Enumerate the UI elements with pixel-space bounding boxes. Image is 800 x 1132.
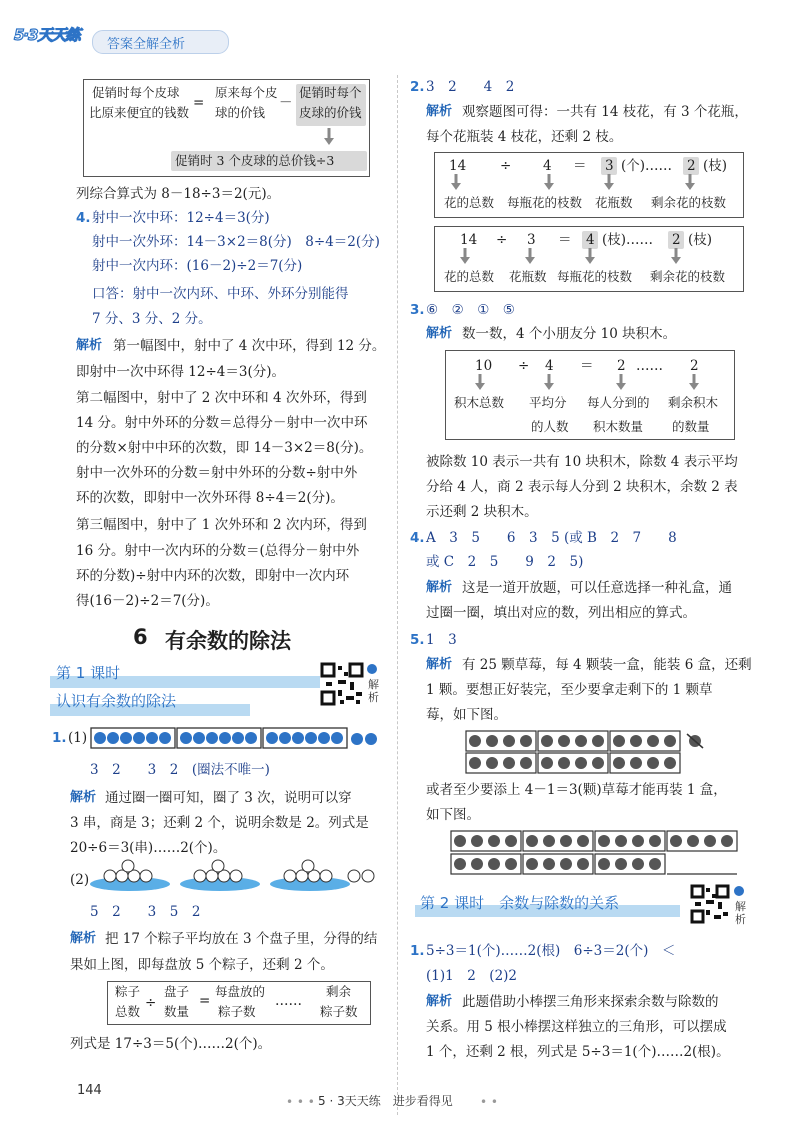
box1-a1: 促销时每个皮球 [92,85,180,100]
boxB-top: ＝ [558,232,572,248]
qr-caption: 解析 [735,900,746,926]
qr-code-icon[interactable] [320,662,364,706]
q2-a1: 观察题图可得：一共有 14 枝花，有 3 个花瓶， [462,104,748,120]
box2-c2: 粽子数 [218,1004,256,1019]
chapter-title: 有余数的除法 [165,629,291,653]
boxA-top: 2 [687,158,696,174]
boxA-top: (个)…… [621,158,673,174]
boxB-label: 每瓶花的枝数 [557,269,633,284]
box2-div: ÷ [145,995,157,1011]
q3-box-label: 每人分到的 [587,395,650,410]
ana1-line: 16 分。射中一次内环的分数＝(总得分－射中外 [76,543,360,559]
ana1-line: 第一幅图中，射中了 4 次中环，得到 12 分。 [113,338,386,354]
q5-a3: 莓，如下图。 [426,707,507,723]
boxB-label: 剩余花的枝数 [650,269,726,284]
left-line-1: 列综合算式为 8－18÷3＝2(元)。 [76,186,281,202]
box1-a2: 比原来便宜的钱数 [89,105,190,120]
boxB-label: 花瓶数 [509,269,547,284]
box2-b1: 盘子 [164,984,190,999]
box1-minus: － [279,95,293,111]
analysis-tag: 解析 [426,994,453,1009]
p2-number: 1. [410,943,425,959]
p2-a2: 关系。用 5 根小棒摆这样独立的三角形，可以摆成 [426,1019,727,1035]
ana1-line: 14 分。射中外环的分数＝总得分－射中一次中环 [76,415,368,431]
boxB-top: 2 [672,232,681,248]
box2-b2: 数量 [164,1004,190,1019]
q4r-a1: 这是一道开放题，可以任意选择一种礼盒，通 [462,580,732,596]
q4-number: 4. [76,210,91,226]
p1-sub: (1) [68,730,88,746]
q3-box-top: ÷ [518,358,530,374]
q3-box-label: 的人数 [531,419,569,434]
plates-figure [88,858,388,894]
q3-box-label: 的数量 [672,419,710,434]
q2-number: 2. [410,79,425,95]
box1-d: 促销时 3 个皮球的总价钱÷3 [175,153,335,168]
ana1-line: 得(16－2)÷2＝7(分)。 [76,593,219,609]
q4-line-4: 口答：射中一次内环、中环、外环分别能得 [92,286,349,302]
q3-box-top: 4 [545,358,554,374]
qr-code-icon[interactable] [690,884,730,924]
p2-line-1: 5÷3＝1(个)……2(根) 6÷3＝2(个) ＜ [426,943,676,959]
ana1-line: 环的次数，即射中一次外环得 8÷4＝2(分)。 [76,490,344,506]
box2-a1: 粽子 [115,984,141,999]
q2-answer: 3 2 4 2 [426,79,515,95]
box2-dots: …… [275,993,302,1009]
analysis-tag: 解析 [426,580,453,595]
analysis-tag: 解析 [426,326,453,341]
q3-box-label: 积木总数 [454,395,505,410]
box2-a2: 总数 [115,1004,141,1019]
p1-number: 1. [52,730,67,746]
q4r-number: 4. [410,530,425,546]
q2-a2: 每个花瓶装 4 枝花，还剩 2 枝。 [426,129,623,145]
boxA-label: 花瓶数 [595,195,633,210]
p1-a2: 3 串，商是 3；还剩 2 个，说明余数是 2。列式是 [70,815,369,831]
strawberry-boxes-figure-2 [450,830,740,878]
boxA-top: 4 [543,158,552,174]
boxB-top: ÷ [496,232,508,248]
strawberry-boxes-figure-1 [465,730,715,776]
p1-row2: 5 2 3 5 2 [90,904,201,920]
q3-box-top: 10 [475,358,493,374]
ana1-line: 射中一次外环的分数＝射中外环的分数÷射中外 [76,465,358,481]
lesson2-title: 第 2 课时 余数与除数的关系 [420,894,620,912]
q5-number: 5. [410,632,425,648]
boxB-top: (枝)…… [602,232,654,248]
boxB-top: 4 [586,232,595,248]
q5-a2: 1 颗。要想正好装完，至少要拿走剩下的 1 颗草 [426,682,713,698]
box1-b2: 球的价钱 [215,105,266,120]
footer-dots-left: • • • [286,1095,315,1109]
boxA-label: 剩余花的枝数 [651,195,727,210]
header-logo: 5·3天天练 [14,26,80,44]
q3-a1: 数一数，4 个小朋友分 10 块积木。 [462,326,677,342]
analysis-tag: 解析 [426,104,453,119]
boxA-top: 3 [605,158,614,174]
footer-text: 5 · 3天天练 进步看得见 [318,1094,453,1108]
p1-row1: 3 2 3 2 (圈法不唯一) [90,762,270,778]
analysis-tag: 解析 [76,338,103,353]
boxB-arrows [434,248,742,266]
play-icon [367,664,377,674]
lesson1-title: 认识有余数的除法 [56,692,177,710]
boxA-label: 花的总数 [444,195,495,210]
play-icon [734,886,744,896]
q4r-line-2: 或 C 2 5 9 2 5) [426,554,584,570]
boxB-top: (枝) [688,232,713,248]
p1-b2: 果如上图，即每盘放 5 个粽子，还剩 2 个。 [70,957,334,973]
box1-b1: 原来每个皮 [215,85,278,100]
q3-answer: ⑥ ② ① ⑤ [426,302,515,318]
box2-d1: 剩余 [326,984,352,999]
q3-number: 3. [410,302,425,318]
down-arrow-icon [323,128,335,146]
boxA-top: 14 [449,158,467,174]
blocks-arrows [445,374,733,392]
box2-c1: 每盘放的 [215,984,266,999]
q3-b1: 被除数 10 表示一共有 10 块积木，除数 4 表示平均 [426,454,738,470]
q4-line-3: 射中一次内环：(16－2)÷2＝7(分) [92,258,303,274]
extra-items-figure [350,730,380,748]
p1-b3: 列式是 17÷3＝5(个)……2(个)。 [70,1036,272,1052]
q4r-a2: 过圈一圈，填出对应的数，列出相应的算式。 [426,605,696,621]
qr-caption: 解析 [368,678,379,704]
p1-b1: 把 17 个粽子平均放在 3 个盘子里，分得的结 [105,931,378,947]
boxB-label: 花的总数 [444,269,495,284]
ana1-line: 第二幅图中，射中了 2 次中环和 4 次外环，得到 [76,390,367,406]
q5-a1: 有 25 颗草莓，每 4 颗装一盒，能装 6 盒，还剩 [462,657,752,673]
q3-box-top: 2 [617,358,626,374]
box2-eq: = [199,993,211,1009]
page-number: 144 [77,1083,102,1098]
boxA-label: 每瓶花的枝数 [507,195,583,210]
p2-line-2: (1)1 2 (2)2 [426,968,518,984]
q5-answer: 1 3 [426,632,457,648]
q3-box-label: 积木数量 [593,419,644,434]
analysis-tag: 解析 [70,931,97,946]
box1-eq: = [193,95,205,111]
q4r-line-1: A 3 5 6 3 5 (或 B 2 7 8 [426,530,677,546]
q4-line-2: 射中一次外环：14－3×2＝8(分) 8÷4＝2(分) [92,234,380,250]
q5-a5: 如下图。 [426,807,480,823]
header-tag: 答案全解全析 [92,30,229,54]
footer-dots-right: • • [480,1095,498,1109]
chapter-number: 6 [133,625,148,649]
analysis-tag: 解析 [70,790,97,805]
lesson1-label: 第 1 课时 [56,664,121,682]
q3-b2: 分给 4 人，商 2 表示每人分到 2 块积木，余数 2 表 [426,479,738,495]
q3-box-top: 2 [690,358,699,374]
box2-d2: 粽子数 [320,1004,358,1019]
p2-a3: 1 个，还剩 2 根，列式是 5÷3＝1(个)……2(根)。 [426,1044,730,1060]
analysis-tag: 解析 [426,657,453,672]
boxA-top: ÷ [500,158,512,174]
box1-c2: 皮球的价钱 [299,105,362,120]
q3-box-top: ＝ [580,358,594,374]
q3-box-top: …… [636,358,663,374]
boxB-top: 3 [527,232,536,248]
q5-a4: 或者至少要添上 4－1＝3(颗)草莓才能再装 1 盒， [426,782,727,798]
ana1-line: 第三幅图中，射中了 1 次外环和 2 次内环，得到 [76,517,367,533]
boxA-top: (枝) [703,158,728,174]
column-divider [397,75,398,1115]
circled-items-figure [90,727,350,751]
ana1-line: 即射中一次中环得 12÷4＝3(分)。 [76,364,285,380]
q3-box-label: 平均分 [529,395,567,410]
p1-a1: 通过圈一圈可知，圈了 3 次，说明可以穿 [105,790,352,806]
boxB-top: 14 [460,232,478,248]
q3-b3: 示还剩 2 块积木。 [426,504,538,520]
p1-a3: 20÷6＝3(串)……2(个)。 [70,840,227,856]
ana1-line: 的分数×射中中环的次数，即 14－3×2＝8(分)。 [76,440,373,456]
boxA-arrows [434,174,742,192]
ana1-line: 环的分数)÷射中内环的次数，即射中一次内环 [76,568,350,584]
q3-box-label: 剩余积木 [668,395,719,410]
p2-a1: 此题借助小棒摆三角形来探索余数与除数的 [462,994,719,1010]
q4-line-5: 7 分、3 分、2 分。 [92,311,212,327]
q4-line-1: 射中一次中环：12÷4＝3(分) [92,210,270,226]
boxA-top: ＝ [573,158,587,174]
p1-sub2: (2) [70,872,90,888]
box1-c1: 促销时每个 [299,85,362,100]
